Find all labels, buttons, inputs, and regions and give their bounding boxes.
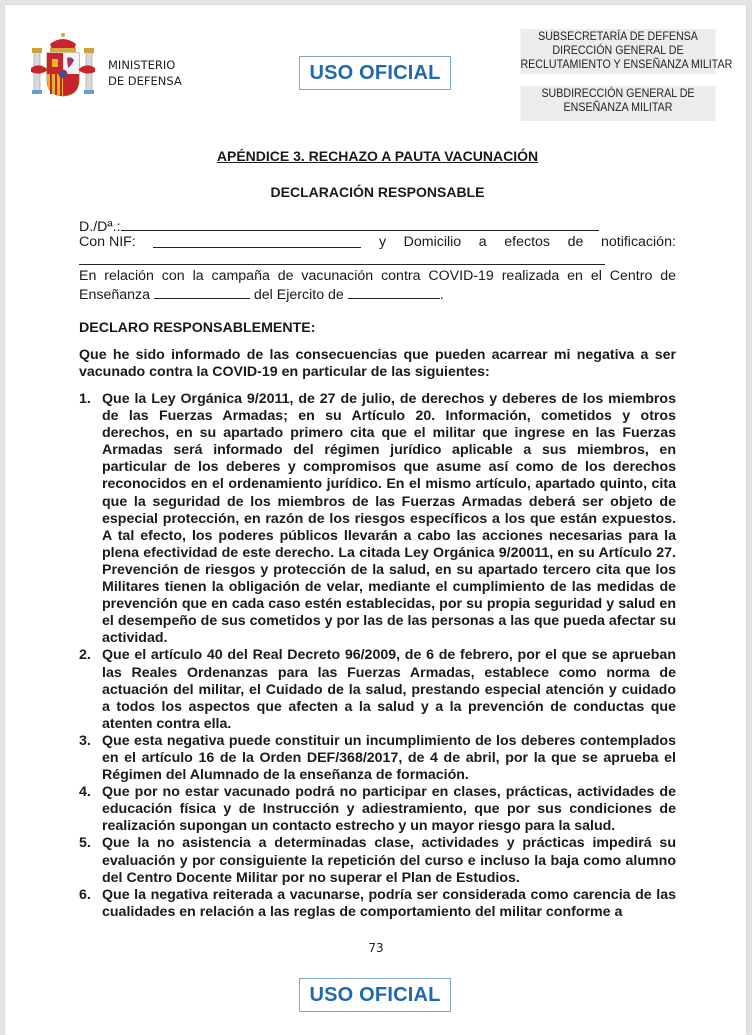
- address-field[interactable]: [79, 251, 605, 265]
- dept-line: SUBDIRECCIÓN GENERAL DE: [541, 87, 695, 100]
- address-word: y: [378, 234, 387, 250]
- spanish-coat-of-arms-icon: [30, 32, 96, 100]
- dept-line: ENSEÑANZA MILITAR: [563, 101, 673, 114]
- name-row: [79, 217, 676, 234]
- intro-paragraph: Que he sido informado de las consecuencias que pueden acarrear mi negativa a ser vacunado contra la COVID-19 en particular de las siguientes:: [79, 347, 676, 380]
- item-number: 4.: [79, 784, 91, 801]
- end-period: .: [439, 287, 444, 303]
- classification-label-top: USO OFICIAL: [299, 56, 451, 90]
- item-text: Que la no asistencia a determinadas clase, actividades y prácticas impedirá su evaluación y por consiguiente la repetición del curso e incluso la baja como alumno del Centro Docente Militar por no superar el Plan de Estudios.: [102, 835, 676, 886]
- appendix-title: APÉNDICE 3. RECHAZO A PAUTA VACUNACIÓN: [216, 148, 539, 164]
- item-number: 1.: [79, 391, 91, 407]
- nif-field[interactable]: [153, 234, 361, 248]
- campaign-text: En relación con la campaña de vacunación contra COVID-19 realizada en el Centro de: [79, 268, 676, 284]
- list-item: [79, 835, 676, 886]
- address-word: a: [478, 234, 487, 250]
- ministry-line-2: DE DEFENSA: [108, 74, 182, 88]
- center-label: Enseñanza: [79, 287, 150, 303]
- dept-line: SUBSECRETARÍA DE DEFENSA: [538, 30, 698, 43]
- item-text: Que esta negativa puede constituir un incumplimiento de los deberes contemplados en el artículo 16 de la Orden DEF/368/2017, de 4 de abril, por la que se aprueba el Régimen del Alumnado de la enseñanza de formación.: [102, 732, 676, 784]
- center-row: [79, 285, 676, 302]
- page-number: 73: [368, 941, 384, 955]
- address-word: de: [567, 234, 584, 250]
- address-word: efectos: [504, 234, 551, 250]
- nif-row: [79, 234, 676, 251]
- dept-line: DIRECCIÓN GENERAL DE: [552, 44, 684, 57]
- list-item: [79, 887, 676, 921]
- declarant-form: [79, 217, 676, 302]
- classification-label-bottom: USO OFICIAL: [299, 978, 451, 1012]
- name-label: D./Dª.:: [79, 219, 121, 235]
- list-item: [79, 391, 676, 647]
- declaration-title: DECLARACIÓN RESPONSABLE: [270, 184, 485, 200]
- address-word: Domicilio: [403, 234, 462, 250]
- department-box-subdireccion: [520, 86, 715, 121]
- address-row: [79, 251, 676, 268]
- dept-line: RECLUTAMIENTO Y ENSEÑANZA MILITAR: [520, 58, 733, 71]
- item-number: 5.: [79, 835, 91, 852]
- list-item: [79, 647, 676, 732]
- ministry-name: [108, 57, 182, 89]
- army-field[interactable]: [348, 285, 440, 299]
- army-label: del Ejercito de: [253, 287, 344, 303]
- item-text: Que el artículo 40 del Real Decreto 96/2009, de 6 de febrero, por el que se aprueban las Reales Ordenanzas para las Fuerzas Armadas, establece como norma de actuación del militar, el Cuidado de la salud, prestando especial atención y cuidado a todos los aspectos que afecten a la salud y a la prevención de conductas que atenten contra ella.: [102, 647, 676, 732]
- item-number: 3.: [79, 732, 91, 749]
- list-item: [79, 784, 676, 835]
- ministry-line-1: MINISTERIO: [108, 58, 176, 72]
- list-item: [79, 733, 676, 784]
- item-number: 6.: [79, 886, 91, 903]
- item-text: Que la Ley Orgánica 9/2011, de 27 de julio, de derechos y deberes de los miembros de las Fuerzas Armadas; en su Artículo 20. Información, cometidos y otros derechos, en su apartado primero cita que el militar que ingrese en las Fuerzas Armadas será informado del régimen jurídico aplicable a sus miembros, en particular de los deberes y compromisos que asume así como de los derechos reconocidos en el ordenamiento jurídico. En el mismo artículo, apartado quinto, cita que la seguridad de los miembros de las Fuerzas Armadas deberá ser objeto de especial protección, en razón de los riesgos específicos a los que están expuestos. A tal efecto, los poderes públicos llevarán a cabo las acciones necesarias para la plena efectividad de este derecho. La citada Ley Orgánica 9/20011, en su Artículo 27. Prevención de riesgos y protección de la salud, en su apartado tercero cita que los Militares tienen la obligación de velar, mediante el cumplimiento de las medidas de prevención que en cada caso estén establecidas, por su propia seguridad y salud en el desempeño de sus cometidos y por las de las personas a las que pueda afectar su actividad.: [102, 391, 676, 647]
- item-text: Que la negativa reiterada a vacunarse, podría ser considerada como carencia de las cualidades en relación a las reglas de comportamiento del militar conforme a: [102, 886, 676, 920]
- item-text: Que por no estar vacunado podrá no participar en clases, prácticas, actividades de educación física y de Instrucción y adiestramiento, que por sus condiciones de realización supongan un contacto estrecho y un mayor riesgo para la salud.: [102, 784, 676, 835]
- declaro-heading: DECLARO RESPONSABLEMENTE:: [79, 320, 316, 336]
- center-field[interactable]: [154, 285, 250, 299]
- address-word: notificación:: [600, 234, 676, 250]
- department-box-subsecretaria: [520, 29, 733, 74]
- consequences-list: [79, 391, 676, 921]
- name-field[interactable]: [121, 217, 599, 231]
- item-number: 2.: [79, 647, 91, 664]
- nif-label: Con NIF:: [79, 234, 136, 250]
